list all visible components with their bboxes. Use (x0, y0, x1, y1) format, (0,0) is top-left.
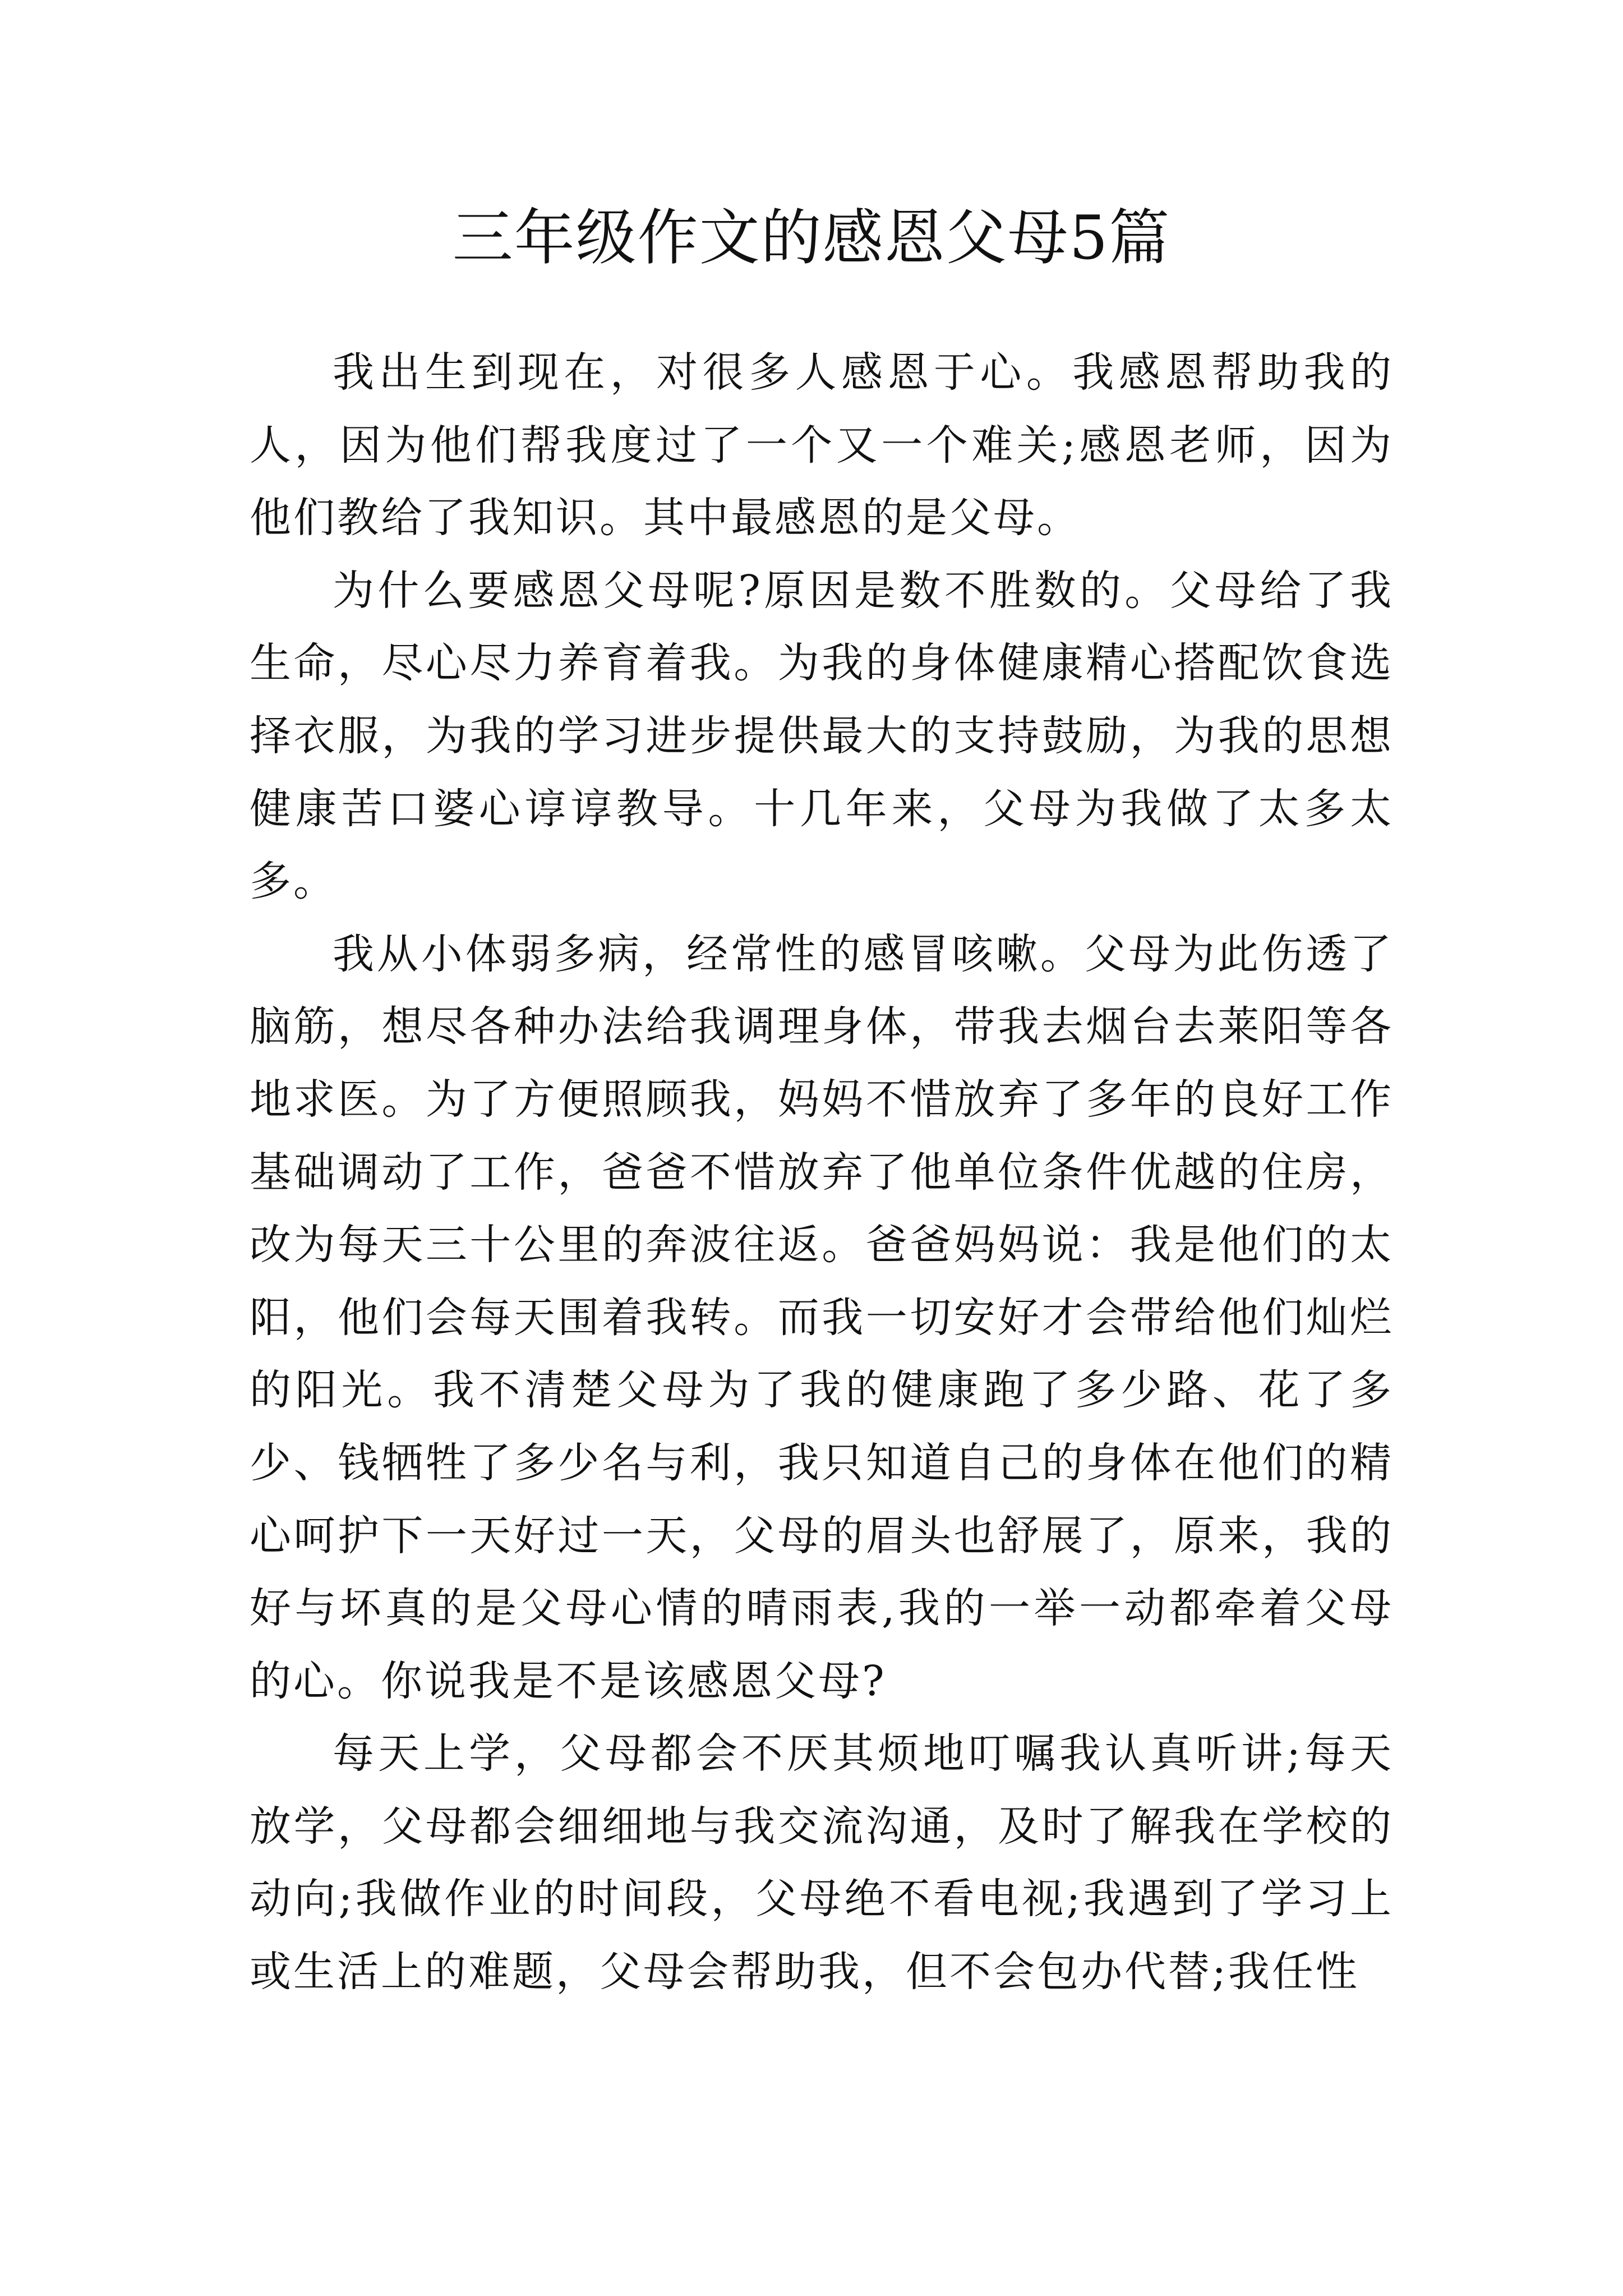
document-body (250, 337, 1394, 2009)
paragraph: 我从小体弱多病，经常性的感冒咳嗽。父母为此伤透了脑筋，想尽各种办法给我调理身体，带我去烟台去莱阳等各地求医。为了方便照顾我，妈妈不惜放弃了多年的良好工作基础调动了工作，爸爸不惜放弃了他单位条件优越的住房，改为每天三十公里的奔波往返。爸爸妈妈说：我是他们的太阳，他们会每天围着我转。而我一切安好才会带给他们灿烂的阳光。我不清楚父母为了我的健康跑了多少路、花了多少、钱牺牲了多少名与利，我只知道自己的身体在他们的精心呵护下一天好过一天，父母的眉头也舒展了，原来，我的好与坏真的是父母心情的晴雨表,我的一举一动都牵着父母的心。你说我是不是该感恩父母? (250, 930, 1394, 1705)
paragraph: 为什么要感恩父母呢?原因是数不胜数的。父母给了我生命，尽心尽力养育着我。为我的身体健康精心搭配饮食选择衣服，为我的学习进步提供最大的支持鼓励，为我的思想健康苦口婆心谆谆教导。十几年来，父母为我做了太多太多。 (250, 566, 1394, 906)
paragraph: 我出生到现在，对很多人感恩于心。我感恩帮助我的人，因为他们帮我度过了一个又一个难关;感恩老师，因为他们教给了我知识。其中最感恩的是父母。 (250, 348, 1394, 542)
paragraph: 每天上学，父母都会不厌其烦地叮嘱我认真听讲;每天放学，父母都会细细地与我交流沟通，及时了解我在学校的动向;我做作业的时间段，父母绝不看电视;我遇到了学习上或生活上的难题，父母会帮助我，但不会包办代替;我任性 (250, 1729, 1394, 1996)
document-title: 三年级作文的感恩父母5篇 (452, 203, 1171, 273)
